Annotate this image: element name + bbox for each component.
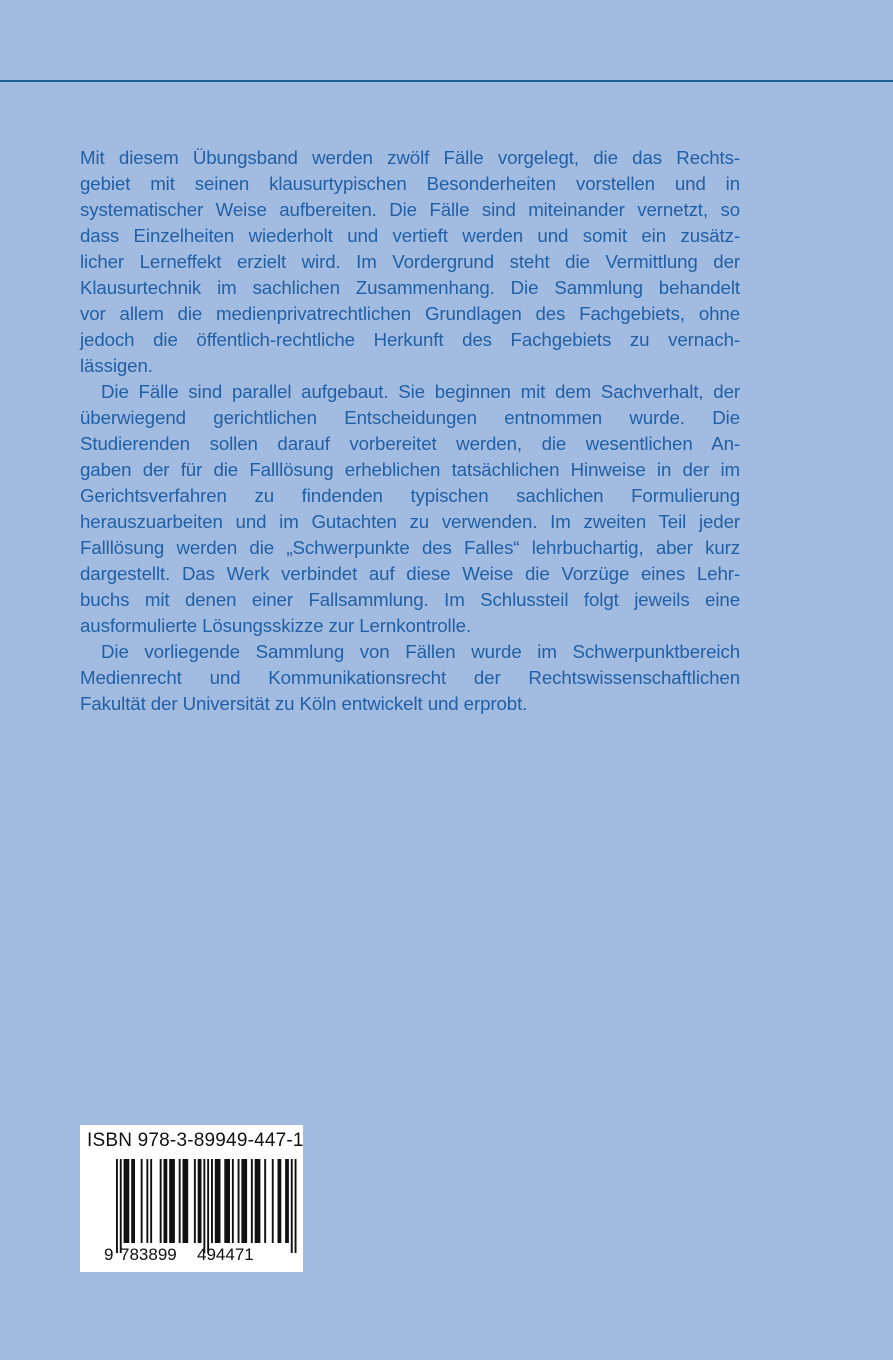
barcode-bar (285, 1159, 289, 1243)
blurb-line: systematischer Weise aufbereiten. Die Fälle sind miteinander vernetzt, so (80, 199, 740, 220)
barcode-bar (141, 1159, 143, 1243)
blurb-line: buchs mit denen einer Fallsammlung. Im Schlussteil folgt jeweils eine (80, 589, 740, 610)
barcode-bar (255, 1159, 261, 1243)
barcode-bar (120, 1159, 122, 1253)
barcode-bar (179, 1159, 181, 1243)
blurb-line: Studierenden sollen darauf vorbereitet werden, die wesentlichen An- (80, 433, 740, 454)
isbn-barcode-label (80, 1125, 303, 1272)
barcode-bar (146, 1159, 148, 1243)
blurb-line: dargestellt. Das Werk verbindet auf diese Weise die Vorzüge eines Lehr- (80, 563, 740, 584)
barcode-bar (211, 1159, 213, 1243)
isbn-number: ISBN 978-3-89949-447-1 (87, 1130, 304, 1151)
barcode-bar (238, 1159, 240, 1243)
barcode-bar (207, 1159, 209, 1253)
barcode-bar (295, 1159, 297, 1253)
ean-left-group: 783899 (120, 1245, 177, 1264)
blurb-line: licher Lerneffekt erzielt wird. Im Vordergrund steht die Vermittlung der (80, 251, 740, 272)
barcode-bar (264, 1159, 266, 1243)
blurb-line: dass Einzelheiten wiederholt und vertieft werden und somit ein zusätz- (80, 225, 740, 246)
blurb-line: Die Fälle sind parallel aufgebaut. Sie beginnen mit dem Sachverhalt, der (101, 381, 740, 402)
blurb-line: überwiegend gerichtlichen Entscheidungen entnommen wurde. Die (80, 407, 740, 428)
barcode-bar (183, 1159, 189, 1243)
barcode-bar (272, 1159, 274, 1243)
barcode-bar (116, 1159, 118, 1253)
blurb-line: Falllösung werden die „Schwerpunkte des Falles“ lehrbuchartig, aber kurz (80, 537, 740, 558)
barcode-bar (164, 1159, 168, 1243)
barcode-bar (224, 1159, 230, 1243)
barcode-bar (131, 1159, 135, 1243)
barcode-bar (291, 1159, 293, 1253)
barcode-bar (232, 1159, 234, 1243)
blurb-line: Fakultät der Universität zu Köln entwickelt und erprobt. (80, 693, 528, 714)
blurb-line: gaben der für die Falllösung erheblichen tatsächlichen Hinweise in der im (80, 459, 740, 480)
barcode-bar (198, 1159, 202, 1243)
blurb-line: gebiet mit seinen klausurtypischen Besonderheiten vorstellen und in (80, 173, 740, 194)
back-cover-blurb (80, 145, 740, 717)
barcode-bar (203, 1159, 205, 1253)
barcode-bar (150, 1159, 152, 1243)
blurb-line: Mit diesem Übungsband werden zwölf Fälle vorgelegt, die das Rechts- (80, 147, 740, 168)
ean-first-digit: 9 (104, 1245, 114, 1264)
ean-right-group: 494471 (197, 1245, 254, 1264)
barcode-bar (124, 1159, 130, 1243)
barcode-bar (241, 1159, 247, 1243)
barcode-bar (160, 1159, 162, 1243)
blurb-line: Klausurtechnik im sachlichen Zusammenhang. Die Sammlung behandelt (80, 277, 740, 298)
barcode-bar (251, 1159, 253, 1243)
blurb-line: jedoch die öffentlich-rechtliche Herkunft des Fachgebiets zu vernach- (80, 329, 740, 350)
blurb-line: Die vorliegende Sammlung von Fällen wurde im Schwerpunktbereich (101, 641, 740, 662)
blurb-line: Medienrecht und Kommunikationsrecht der Rechtswissenschaftlichen (80, 667, 740, 688)
blurb-line: herauszuarbeiten und im Gutachten zu verwenden. Im zweiten Teil jeder (80, 511, 740, 532)
barcode-bar (194, 1159, 196, 1243)
top-rule (0, 80, 893, 82)
blurb-line: vor allem die medienprivatrechtlichen Grundlagen des Fachgebiets, ohne (80, 303, 740, 324)
blurb-line: ausformulierte Lösungsskizze zur Lernkontrolle. (80, 615, 472, 636)
blurb-line: Gerichtsverfahren zu findenden typischen sachlichen Formulierung (80, 485, 740, 506)
blurb-line: lässigen. (80, 355, 153, 376)
barcode-bar (169, 1159, 175, 1243)
barcode-bar (215, 1159, 221, 1243)
barcode-bar (278, 1159, 282, 1243)
